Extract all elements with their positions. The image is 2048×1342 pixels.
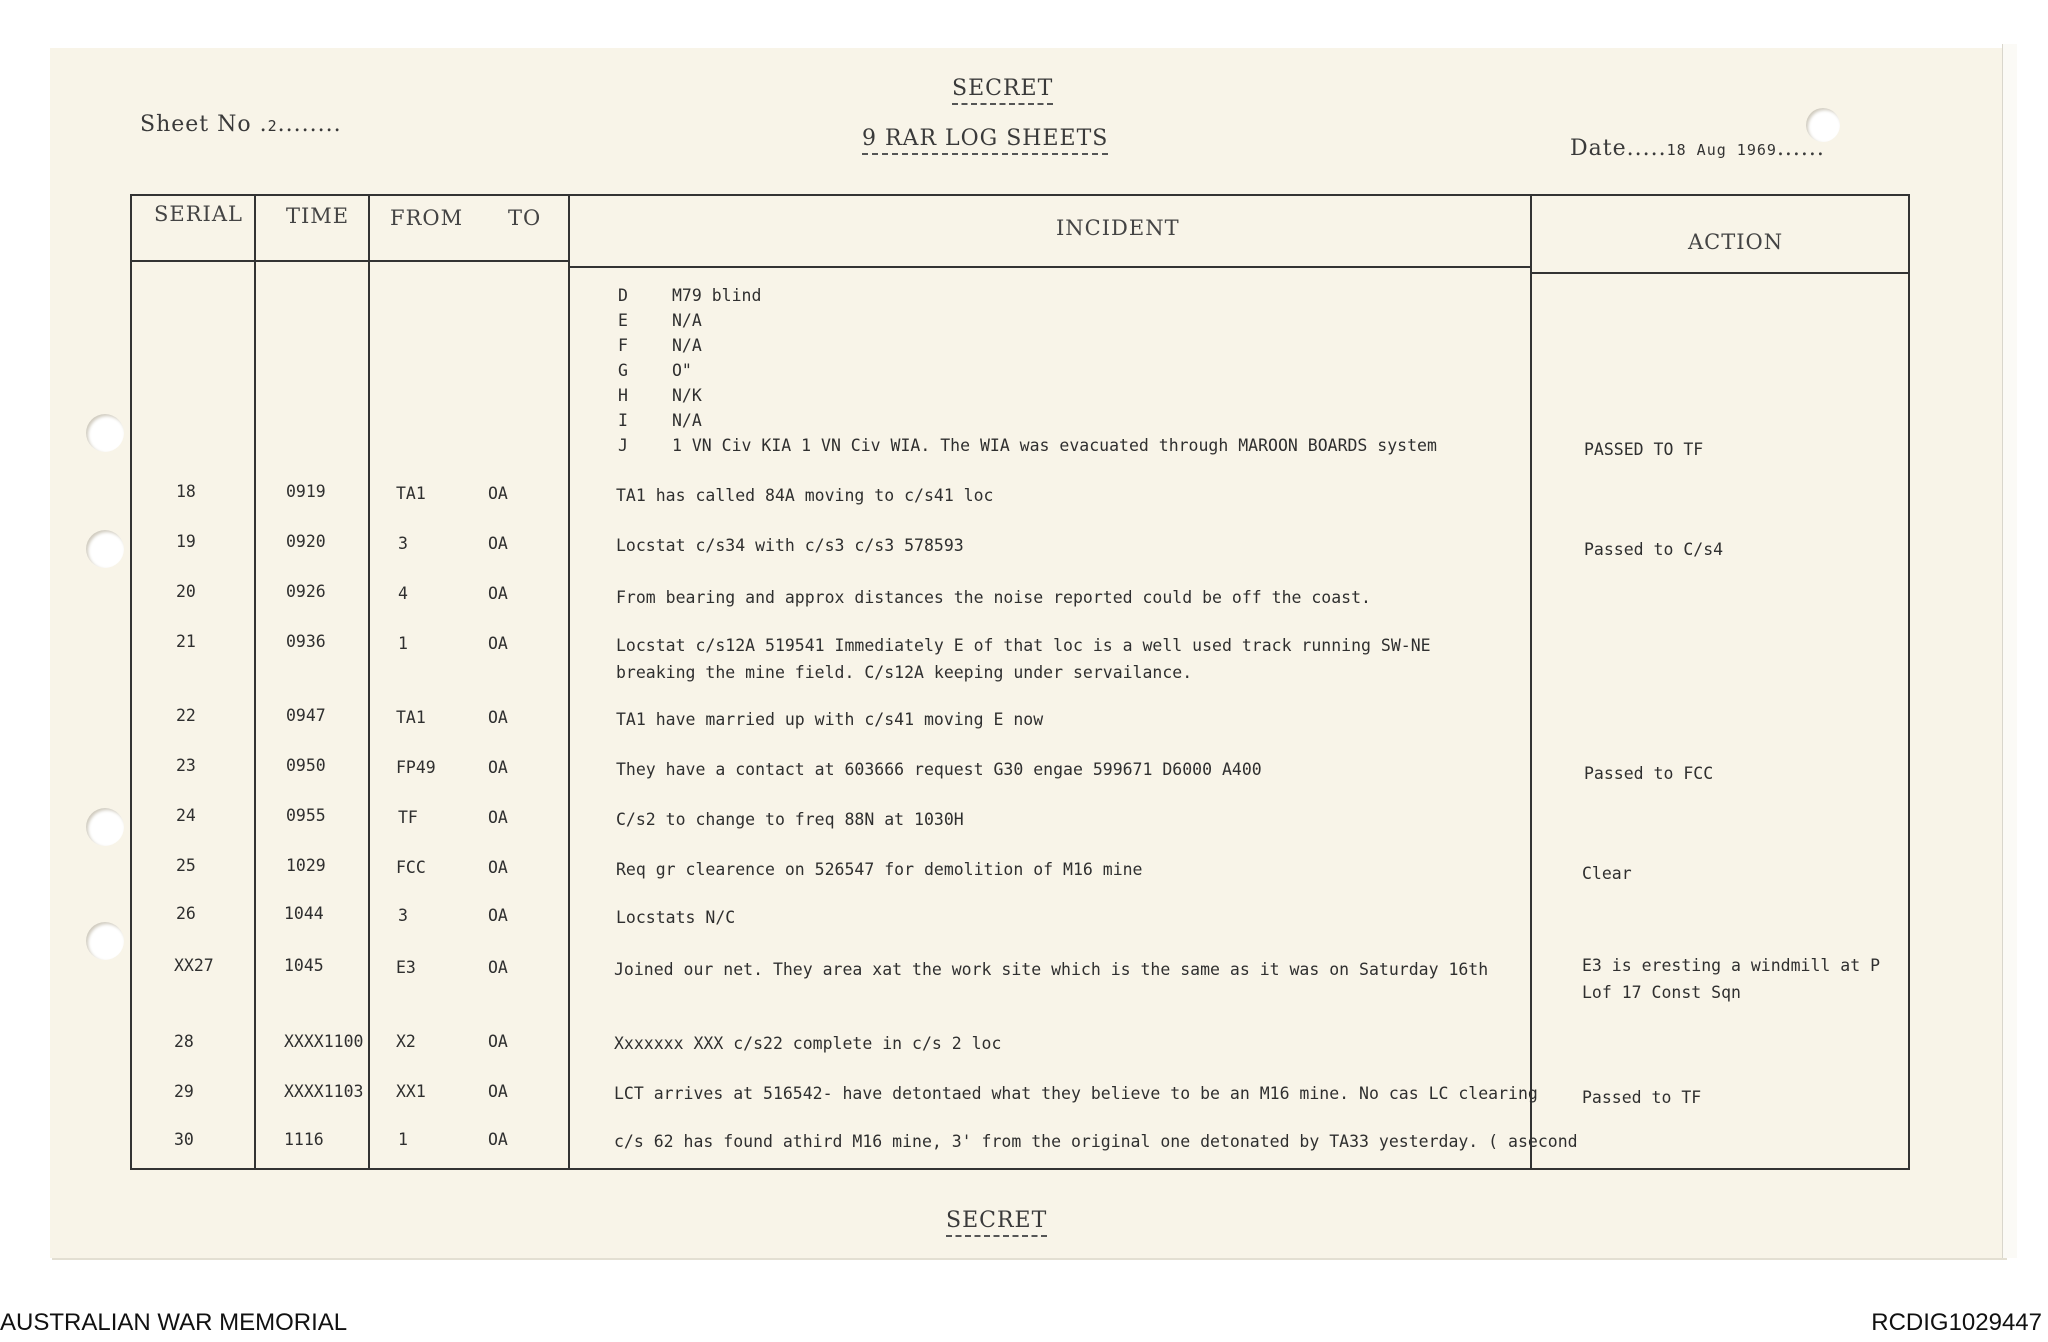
row-incident: From bearing and approx distances the noise reported could be off the coast. xyxy=(616,588,1371,607)
row-time: 1045 xyxy=(284,956,324,975)
row-from: X2 xyxy=(396,1032,416,1051)
row-from: FP49 xyxy=(396,758,436,777)
row-action: Passed to C/s4 xyxy=(1584,540,1724,559)
row-action: Passed to TF xyxy=(1582,1088,1702,1107)
row-serial: 29 xyxy=(174,1082,194,1101)
continuation-code: F xyxy=(618,336,628,355)
row-time: 0926 xyxy=(286,582,326,601)
row-to: OA xyxy=(488,584,508,603)
continuation-text: N/A xyxy=(672,336,702,355)
col-divider xyxy=(254,196,256,1168)
column-header-serial: SERIAL xyxy=(154,202,243,226)
continuation-code: D xyxy=(618,286,628,305)
log-table xyxy=(130,194,1910,1170)
row-to: OA xyxy=(488,808,508,827)
row-to: OA xyxy=(488,906,508,925)
row-time: 0955 xyxy=(286,806,326,825)
row-to: OA xyxy=(488,958,508,977)
row-serial: 19 xyxy=(176,532,196,551)
archive-name: AUSTRALIAN WAR MEMORIAL xyxy=(0,1309,348,1336)
page-title: 9 RAR LOG SHEETS xyxy=(862,126,1108,155)
row-time: 0950 xyxy=(286,756,326,775)
row-from: 3 xyxy=(398,906,408,925)
row-incident: Joined our net. They area xat the work site which is the same as it was on Saturday 16th xyxy=(614,960,1489,979)
row-incident: TA1 have married up with c/s41 moving E now xyxy=(616,710,1044,729)
row-serial: XX27 xyxy=(174,956,214,975)
row-to: OA xyxy=(488,484,508,503)
classification-top: SECRET xyxy=(952,76,1053,105)
row-from: 4 xyxy=(398,584,408,603)
row-serial: 18 xyxy=(176,482,196,501)
row-incident: Req gr clearence on 526547 for demolition of M16 mine xyxy=(616,860,1143,879)
date-value: 18 Aug 1969 xyxy=(1666,141,1777,159)
col-divider xyxy=(1530,196,1532,1168)
row-to: OA xyxy=(488,534,508,553)
continuation-code: E xyxy=(618,311,628,330)
row-incident: Locstat c/s12A 519541 Immediately E of that loc is a well used track running SW-NE breaking the mine field. C/s12A keeping under servailance. xyxy=(616,636,1431,682)
archive-id: RCDIG1029447 xyxy=(1871,1309,2042,1336)
row-from: TA1 xyxy=(396,708,426,727)
sheet-label: Sheet No . xyxy=(140,112,268,137)
row-to: OA xyxy=(488,708,508,727)
row-serial: 20 xyxy=(176,582,196,601)
continuation-text: M79 blind xyxy=(672,286,762,305)
row-from: TF xyxy=(398,808,418,827)
row-from: XX1 xyxy=(396,1082,426,1101)
row-incident: c/s 62 has found athird M16 mine, 3' from the original one detonated by TA33 yesterday. ( asecond xyxy=(614,1132,1578,1151)
sheet-dots: ........ xyxy=(277,112,342,137)
row-time: 0919 xyxy=(286,482,326,501)
row-to: OA xyxy=(488,634,508,653)
row-incident: C/s2 to change to freq 88N at 1030H xyxy=(616,810,964,829)
row-incident: LCT arrives at 516542- have detontaed what they believe to be an M16 mine. No cas LC clearing xyxy=(614,1084,1538,1103)
continuation-text: O" xyxy=(672,361,692,380)
row-to: OA xyxy=(488,858,508,877)
row-incident: They have a contact at 603666 request G30 engae 599671 D6000 A400 xyxy=(616,760,1262,779)
header-divider xyxy=(1530,272,1908,274)
row-action: Passed to FCC xyxy=(1584,764,1714,783)
row-from: 3 xyxy=(398,534,408,553)
continuation-code: G xyxy=(618,361,628,380)
row-serial: 24 xyxy=(176,806,196,825)
continuation-code: H xyxy=(618,386,628,405)
row-incident: TA1 has called 84A moving to c/s41 loc xyxy=(616,486,994,505)
punch-hole-2 xyxy=(86,530,124,568)
punch-hole-1 xyxy=(86,414,124,452)
row-to: OA xyxy=(488,758,508,777)
sheet-number: 2 xyxy=(267,117,278,135)
row-time: XXXX1103 xyxy=(284,1082,364,1101)
col-divider xyxy=(368,196,370,1168)
row-from: TA1 xyxy=(396,484,426,503)
row-time: 0947 xyxy=(286,706,326,725)
row-serial: 21 xyxy=(176,632,196,651)
continuation-code: J xyxy=(618,436,628,455)
row-from: 1 xyxy=(398,1130,408,1149)
row-action: Clear xyxy=(1582,864,1632,883)
continuation-text: N/K xyxy=(672,386,702,405)
punch-hole-4 xyxy=(86,922,124,960)
continuation-text: N/A xyxy=(672,311,702,330)
continuation-text: 1 VN Civ KIA 1 VN Civ WIA. The WIA was evacuated through MAROON BOARDS system xyxy=(672,436,1437,455)
col-divider xyxy=(568,196,570,1168)
row-action: E3 is eresting a windmill at P Lof 17 Const Sqn xyxy=(1582,956,1881,1002)
row-incident: Xxxxxxx XXX c/s22 complete in c/s 2 loc xyxy=(614,1034,1002,1053)
punch-hole-3 xyxy=(86,808,124,846)
row-serial: 25 xyxy=(176,856,196,875)
column-header-incident: INCIDENT xyxy=(1056,216,1180,240)
header-divider xyxy=(568,266,1530,268)
row-from: E3 xyxy=(396,958,416,977)
row-time: 1044 xyxy=(284,904,324,923)
row-serial: 30 xyxy=(174,1130,194,1149)
row-serial: 22 xyxy=(176,706,196,725)
column-header-time: TIME xyxy=(286,204,350,228)
continuation-code: I xyxy=(618,411,628,430)
row-serial: 23 xyxy=(176,756,196,775)
row-serial: 26 xyxy=(176,904,196,923)
row-to: OA xyxy=(488,1032,508,1051)
row-time: XXXX1100 xyxy=(284,1032,364,1051)
sheet-number-field xyxy=(140,112,342,137)
row-time: 0936 xyxy=(286,632,326,651)
date-dots: ...... xyxy=(1776,136,1825,161)
column-header-to: TO xyxy=(508,206,542,230)
continuation-text: N/A xyxy=(672,411,702,430)
row-to: OA xyxy=(488,1130,508,1149)
row-from: 1 xyxy=(398,634,408,653)
column-header-action: ACTION xyxy=(1688,230,1784,254)
continuation-action: PASSED TO TF xyxy=(1584,440,1704,459)
row-incident: Locstats N/C xyxy=(616,908,736,927)
column-header-from: FROM xyxy=(390,206,464,230)
row-time: 1116 xyxy=(284,1130,324,1149)
header-divider xyxy=(132,260,568,262)
date-field xyxy=(1570,136,1825,161)
classification-bottom: SECRET xyxy=(946,1208,1047,1237)
row-from: FCC xyxy=(396,858,426,877)
row-incident: Locstat c/s34 with c/s3 c/s3 578593 xyxy=(616,536,964,555)
row-serial: 28 xyxy=(174,1032,194,1051)
date-label: Date..... xyxy=(1570,136,1667,161)
row-time: 0920 xyxy=(286,532,326,551)
sheet-edge xyxy=(2002,44,2017,1258)
row-time: 1029 xyxy=(286,856,326,875)
row-to: OA xyxy=(488,1082,508,1101)
